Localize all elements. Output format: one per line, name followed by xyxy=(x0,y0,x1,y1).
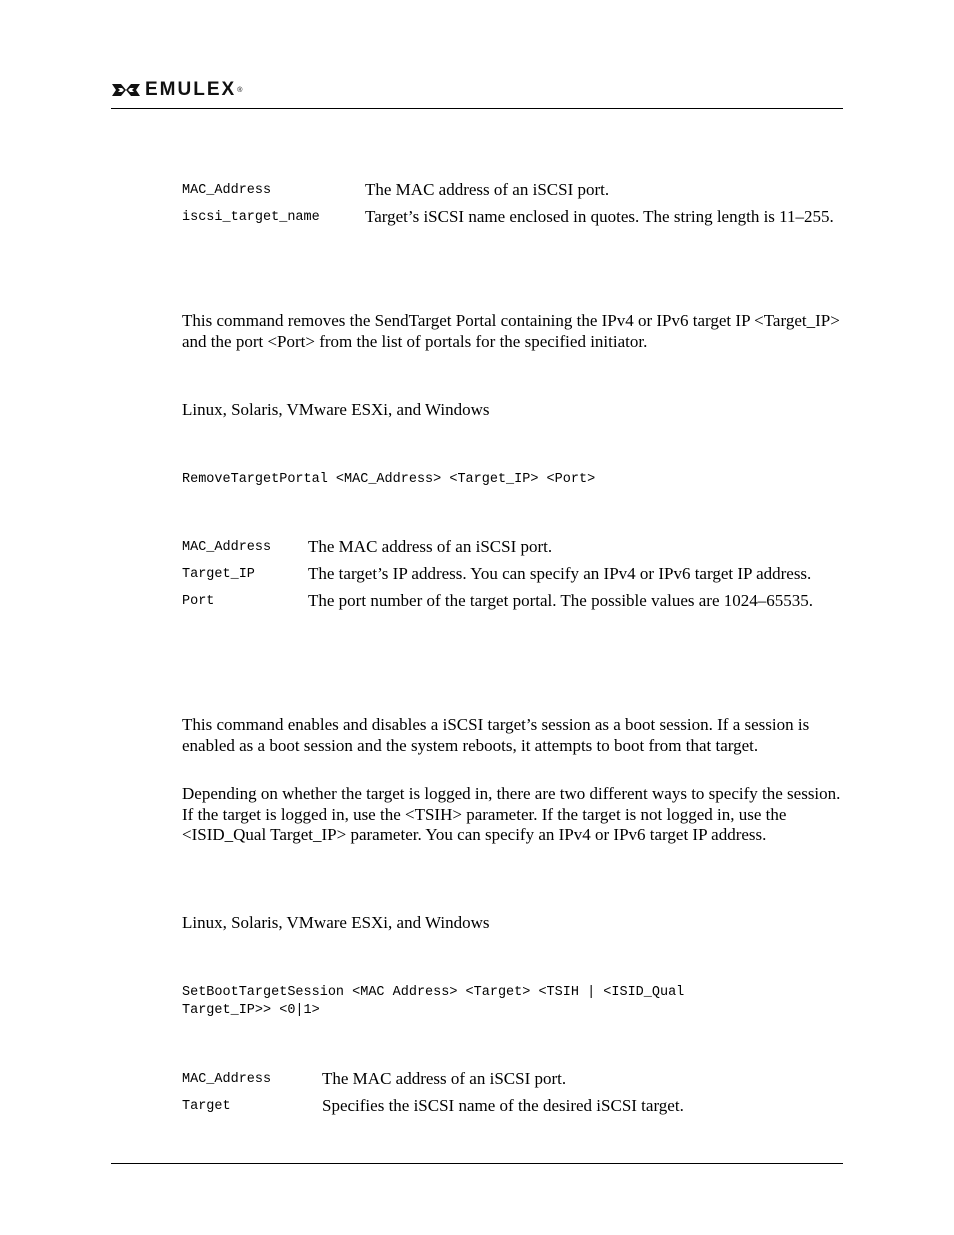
remove-target-portal-description: This command removes the SendTarget Portal containing the IPv4 or IPv6 target IP <Target_IP> and the port <Port> from the list of portals for the specified initiator. xyxy=(182,311,840,351)
table-row xyxy=(182,1069,842,1090)
param-desc: The port number of the target portal. The possible values are 1024–65535. xyxy=(308,591,813,610)
syntax-line: Target_IP>> <0|1> xyxy=(182,1003,320,1018)
supported-platforms: Linux, Solaris, VMware ESXi, and Windows xyxy=(182,913,490,932)
emulex-logo xyxy=(111,80,242,100)
param-name: MAC_Address xyxy=(182,1072,272,1087)
param-desc: Target’s iSCSI name enclosed in quotes. The string length is 11–255. xyxy=(365,207,834,226)
param-desc: The MAC address of an iSCSI port. xyxy=(365,180,610,199)
table-row xyxy=(182,537,842,558)
syntax-line: RemoveTargetPortal <MAC_Address> <Target_IP> <Port> xyxy=(182,472,596,487)
param-name: Port xyxy=(182,594,215,609)
param-name: MAC_Address xyxy=(182,183,272,198)
param-desc: The target’s IP address. You can specify an IPv4 or IPv6 target IP address. xyxy=(308,564,812,583)
param-name: iscsi_target_name xyxy=(182,210,320,225)
param-desc: Specifies the iSCSI name of the desired iSCSI target. xyxy=(322,1096,684,1115)
logo-trademark: ® xyxy=(237,86,243,94)
table-row xyxy=(182,564,842,585)
supported-platforms: Linux, Solaris, VMware ESXi, and Windows xyxy=(182,400,490,419)
param-desc: The MAC address of an iSCSI port. xyxy=(322,1069,567,1088)
header-rule xyxy=(111,108,843,109)
params-table-1 xyxy=(182,180,842,234)
logo-text: EMULEX xyxy=(145,79,237,100)
param-name: Target_IP xyxy=(182,567,255,582)
table-row xyxy=(182,591,842,612)
emulex-logo-icon xyxy=(111,82,141,98)
syntax-block xyxy=(182,984,842,1020)
param-name: Target xyxy=(182,1099,231,1114)
syntax-line: SetBootTargetSession <MAC Address> <Target> <TSIH | <ISID_Qual xyxy=(182,985,685,1000)
session-specification-description: Depending on whether the target is logged in, there are two different ways to specify the session. If the target is logged in, use the <TSIH> parameter. If the target is not logged in, use the <ISID_Qual Target_IP> parameter. You can specify an IPv4 or IPv6 target IP address. xyxy=(182,784,841,844)
param-name: MAC_Address xyxy=(182,540,272,555)
footer-rule xyxy=(111,1163,843,1164)
params-table-2 xyxy=(182,537,842,618)
table-row xyxy=(182,1096,842,1117)
param-desc: The MAC address of an iSCSI port. xyxy=(308,537,553,556)
table-row xyxy=(182,207,842,228)
params-table-3 xyxy=(182,1069,842,1123)
set-boot-target-session-description: This command enables and disables a iSCSI target’s session as a boot session. If a session is enabled as a boot session and the system reboots, it attempts to boot from that target. xyxy=(182,715,810,755)
table-row xyxy=(182,180,842,201)
